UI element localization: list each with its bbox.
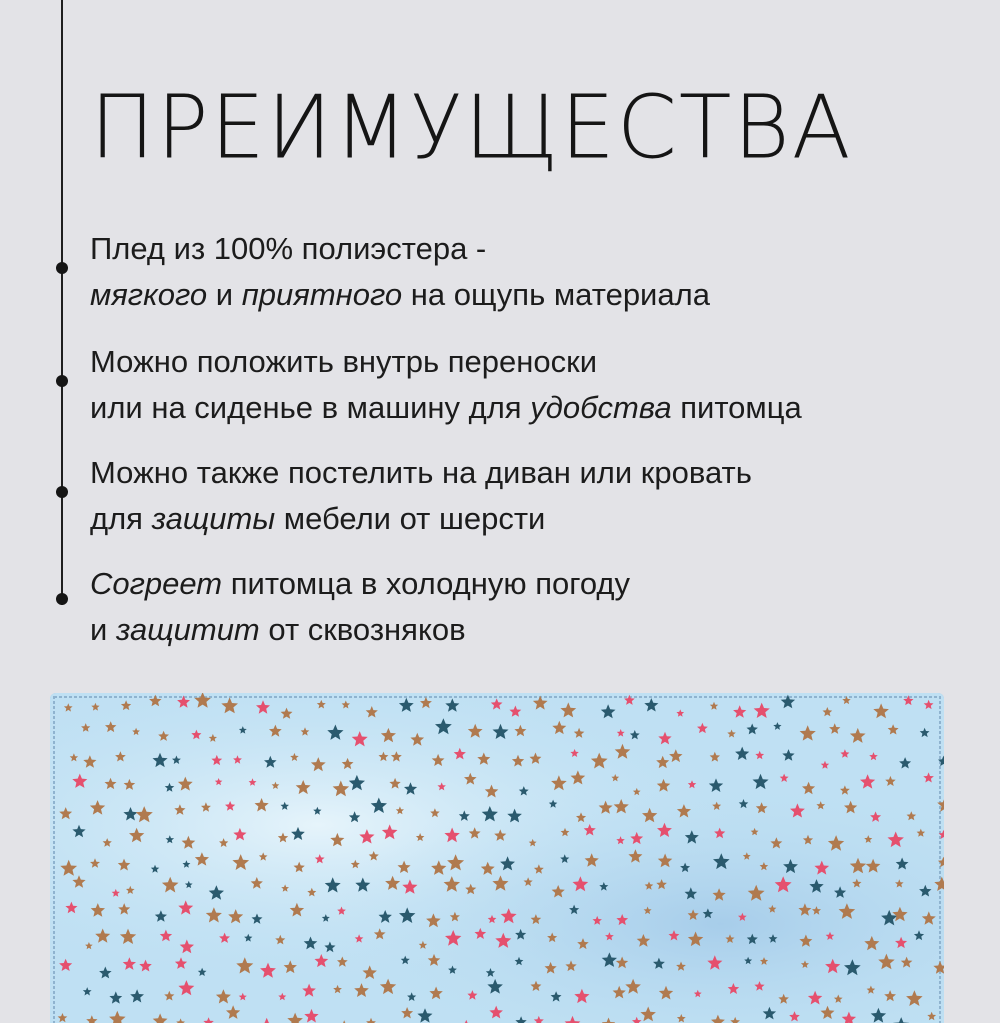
benefit-text: мебели от шерсти: [275, 501, 545, 536]
star-pattern: [50, 693, 944, 1023]
benefit-line: [90, 450, 970, 496]
bullet-dot: [56, 375, 68, 387]
benefit-item-carrier: [90, 339, 970, 431]
benefit-line: [90, 339, 970, 385]
benefit-item-furniture: [90, 450, 970, 542]
benefit-text: Плед из 100% полиэстера -: [90, 231, 486, 266]
emphasis-text: удобства: [530, 390, 671, 425]
benefit-item-warmth: [90, 561, 970, 653]
benefit-line: [90, 272, 970, 318]
benefit-text: от сквозняков: [260, 612, 466, 647]
benefit-text: или на сиденье в машину для: [90, 390, 530, 425]
bullet-dot: [56, 593, 68, 605]
timeline-line: [61, 0, 63, 605]
benefit-text: на ощупь материала: [402, 277, 710, 312]
blanket-photo: [50, 693, 944, 1023]
page-title: ПРЕИМУЩЕСТВА: [90, 84, 853, 172]
benefit-line: [90, 496, 970, 542]
emphasis-text: защитит: [116, 612, 260, 647]
emphasis-text: Согреет: [90, 566, 222, 601]
bullet-dot: [56, 486, 68, 498]
benefit-line: [90, 561, 970, 607]
emphasis-text: мягкого: [90, 277, 207, 312]
benefit-line: [90, 226, 970, 272]
benefit-line: [90, 385, 970, 431]
benefit-text: питомца в холодную погоду: [222, 566, 630, 601]
benefit-text: и: [90, 612, 116, 647]
benefit-text: Можно также постелить на диван или кровать: [90, 455, 752, 490]
benefit-text: питомца: [672, 390, 802, 425]
emphasis-text: приятного: [242, 277, 402, 312]
bullet-dot: [56, 262, 68, 274]
benefit-text: Можно положить внутрь переноски: [90, 344, 597, 379]
benefit-text: и: [207, 277, 242, 312]
benefit-text: для: [90, 501, 152, 536]
benefit-item-material: [90, 226, 970, 318]
emphasis-text: защиты: [152, 501, 276, 536]
benefit-line: [90, 607, 970, 653]
